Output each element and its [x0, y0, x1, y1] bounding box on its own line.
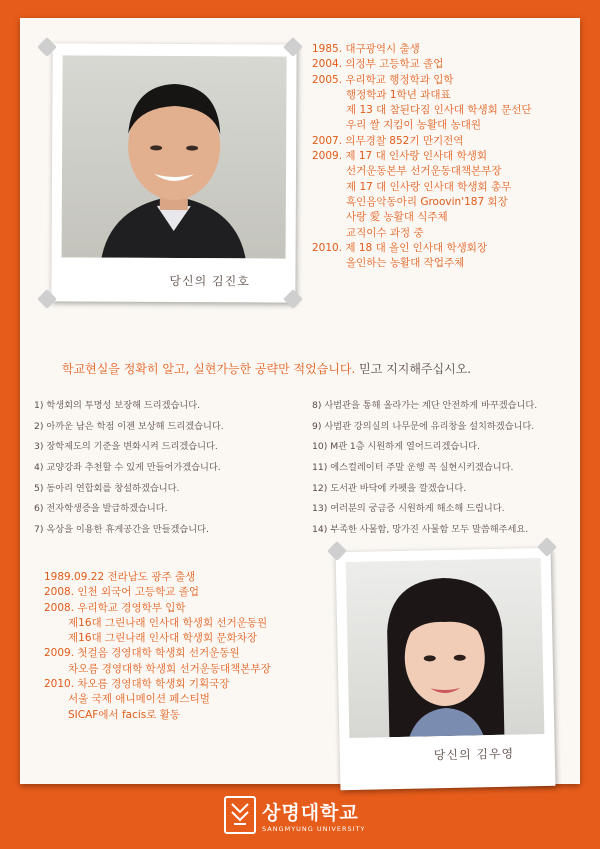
pledge-item: 10) M관 1층 시원하게 열어드리겠습니다.	[312, 441, 480, 453]
pledge-item: 13) 여러분의 궁금증 시원하게 해소해 드립니다.	[312, 503, 505, 515]
bio-line: 선거운동본부 선거운동대책본부장	[346, 165, 502, 178]
bio-line: 제16대 그린나래 인사대 학생회 문화차장	[68, 632, 257, 645]
bio-line: 행정학과 1학년 과대표	[346, 88, 451, 101]
bio-line: 제 13 대 참된다짐 인사대 학생회 문선단	[346, 104, 532, 117]
pledge-item: 2) 아까운 남은 학점 이젠 보상해 드리겠습니다.	[34, 420, 224, 432]
candidate1-photo	[62, 55, 287, 258]
candidate1-caption: 당신의 김진호	[169, 273, 250, 289]
bio-line: 교직이수 과정 중	[346, 226, 424, 239]
candidate2-photo-card	[336, 548, 556, 790]
bio-line: 흑인음악동아리 Groovin'187 회장	[346, 195, 508, 208]
bio-line: 사랑 愛 농활대 식주체	[346, 211, 448, 224]
bio-line: 2009. 첫걸음 경영대학 학생회 선거운동원	[44, 647, 240, 660]
bio-line: 2010. 제 18 대 올인 인사대 학생회장	[312, 241, 488, 254]
candidate1-photo-card	[51, 43, 296, 302]
pledge-item: 1) 학생회의 투명성 보장해 드리겠습니다.	[34, 400, 201, 411]
bio-line: 2004. 의정부 고등학교 졸업	[312, 58, 444, 71]
pledge-item: 9) 사범관 강의실의 나무문에 유리창을 설치하겠습니다.	[312, 420, 535, 432]
university-emblem-icon	[224, 796, 256, 834]
candidate2-photo	[346, 558, 545, 738]
university-english-name: SANGMYUNG UNIVERSITY	[262, 824, 366, 833]
pledge-item: 12) 도서관 바닥에 카펫을 깔겠습니다.	[312, 482, 467, 494]
pledges-right	[312, 397, 537, 542]
bio-line: 2008. 인천 외국어 고등학교 졸업	[44, 586, 199, 599]
bio-line: 올인하는 농활대 작업주체	[346, 257, 465, 270]
pledge-item: 6) 전자학생증을 발급하겠습니다.	[34, 503, 168, 515]
bio-line: 1985. 대구광역시 출생	[312, 43, 420, 55]
candidate2-bio	[44, 570, 271, 723]
slogan-main: 학교현실을 정확히 알고, 실현가능한 공략만 적었습니다.	[62, 362, 356, 376]
bio-line: 차오름 경영대학 학생회 선거운동대책본부장	[68, 662, 271, 675]
pledge-item: 8) 사범관을 통해 올라가는 계단 안전하게 바꾸겠습니다.	[312, 400, 538, 411]
candidate2-portrait	[346, 558, 545, 738]
university-name: 상명대학교	[262, 801, 359, 824]
candidate1-portrait	[62, 55, 287, 258]
pledge-item: 5) 동아리 연합회를 창설하겠습니다.	[34, 482, 180, 494]
pledge-item: 3) 장학제도의 기준을 변화시켜 드리겠습니다.	[34, 441, 218, 453]
bio-line: 우리 쌀 지킴이 농활대 농대원	[346, 119, 482, 132]
candidate1-bio	[312, 42, 532, 271]
pledge-item: 11) 에스컬레이터 주말 운행 꼭 실현시키겠습니다.	[312, 462, 514, 474]
bio-line: SICAF에서 facis로 활동	[68, 708, 180, 721]
bio-line: 제 17 대 인사랑 인사대 학생회 총무	[346, 180, 512, 193]
slogan	[62, 360, 471, 377]
bio-line: 1989.09.22 전라남도 광주 출생	[44, 571, 196, 583]
bio-line: 2009. 제 17 대 인사랑 인사대 학생회	[312, 150, 488, 163]
bio-line: 2010. 차오름 경영대학 학생회 기획국장	[44, 678, 230, 691]
candidate2-caption: 당신의 김우영	[433, 746, 515, 763]
university-logo	[224, 796, 365, 834]
bio-line: 2007. 의무경찰 852기 만기전역	[312, 134, 464, 147]
pledge-item: 14) 부족한 사물함, 망가진 사물함 모두 말씀해주세요.	[312, 524, 529, 536]
bio-line: 서울 국제 애니메이션 페스티벌	[68, 693, 210, 706]
bio-line: 2005. 우리학교 행정학과 입학	[312, 73, 454, 86]
pledges-left	[34, 397, 224, 542]
bio-line: 제16대 그린나래 인사대 학생회 선거운동원	[68, 616, 268, 629]
pledge-item: 4) 교양강좌 추천할 수 있게 만들어가겠습니다.	[34, 462, 221, 474]
pledge-item: 7) 옥상을 이용한 휴게공간을 만들겠습니다.	[34, 524, 209, 536]
bio-line: 2008. 우리학교 경영학부 입학	[44, 601, 186, 614]
slogan-tail: 믿고 지지해주십시오.	[355, 362, 472, 376]
